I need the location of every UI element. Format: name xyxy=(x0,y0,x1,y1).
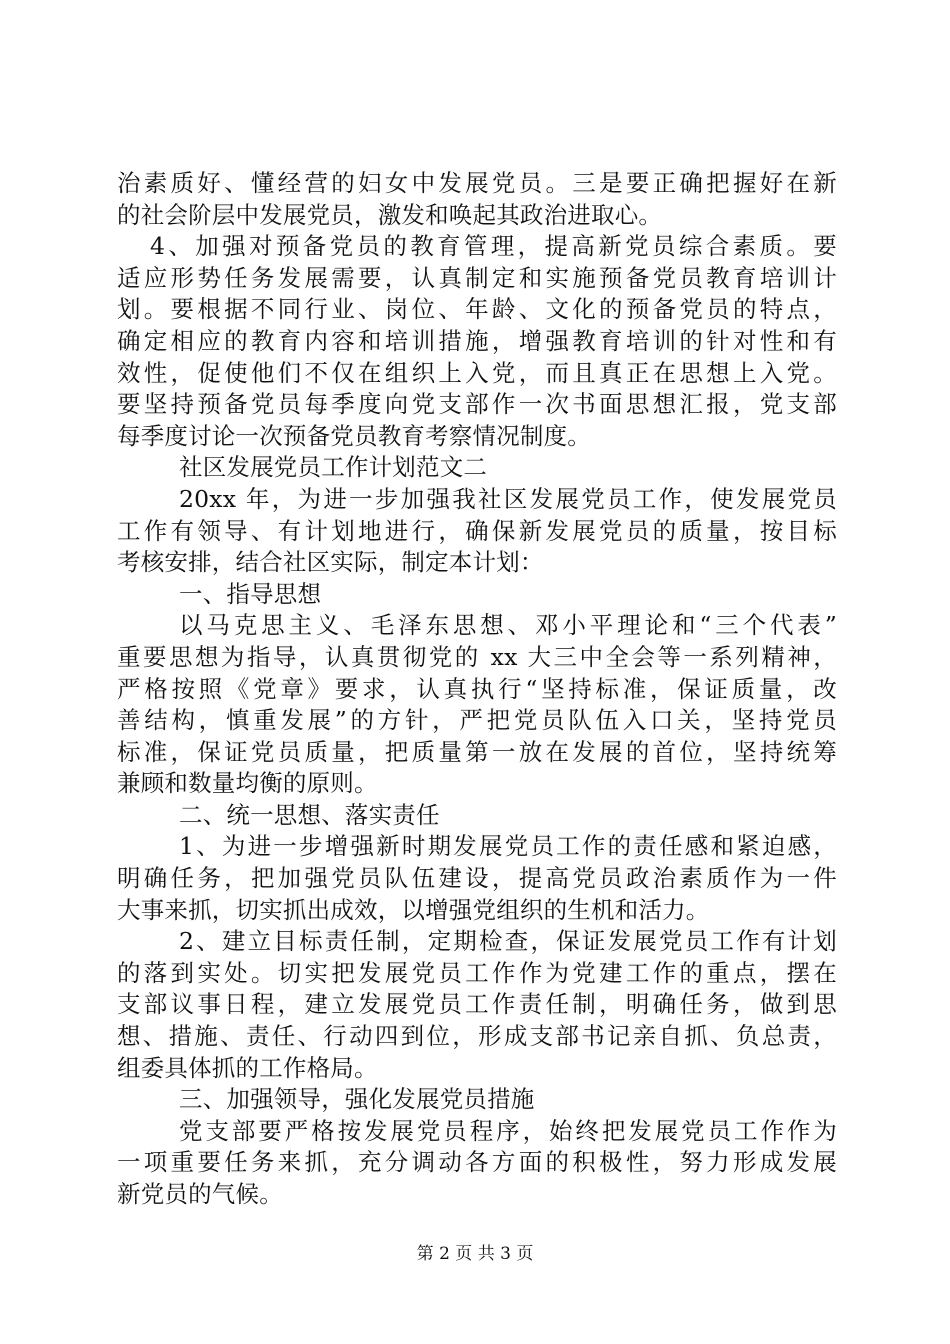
text-line: 2、建立目标责任制，定期检查，保证发展党员工作有计划 xyxy=(179,927,837,956)
text-line: 明确任务，把加强党员队伍建设，提高党员政治素质作为一件 xyxy=(117,864,837,893)
text-line: 要坚持预备党员每季度向党支部作一次书面思想汇报，党支部 xyxy=(117,390,837,419)
text-line: 确定相应的教育内容和培训措施，增强教育培训的针对性和有 xyxy=(117,326,837,355)
text-line: 大事来抓，切实抓出成效，以增强党组织的生机和活力。 xyxy=(117,895,710,924)
text-line: 20xx 年，为进一步加强我社区发展党员工作，使发展党员 xyxy=(179,484,837,513)
text-line: 每季度讨论一次预备党员教育考察情况制度。 xyxy=(117,421,591,450)
text-line: 考核安排，结合社区实际，制定本计划： xyxy=(117,548,544,577)
text-line: 工作有领导、有计划地进行，确保新发展党员的质量，按目标 xyxy=(117,516,837,545)
text-line: 1、为进一步增强新时期发展党员工作的责任感和紧迫感， xyxy=(179,832,837,861)
text-line: 想、措施、责任、行动四到位，形成支部书记亲自抓、负总责， xyxy=(117,1022,837,1051)
text-line: 划。要根据不同行业、岗位、年龄、文化的预备党员的特点， xyxy=(117,295,837,324)
text-line: 治素质好、懂经营的妇女中发展党员。三是要正确把握好在新 xyxy=(117,169,837,197)
section-heading: 一、指导思想 xyxy=(179,579,322,608)
text-line: 新党员的气候。 xyxy=(117,1180,283,1208)
section-heading: 社区发展党员工作计划范文二 xyxy=(179,453,488,482)
page-number-footer: 第 2 页 共 3 页 xyxy=(416,1244,534,1264)
text-line: 效性，促使他们不仅在组织上入党，而且真正在思想上入党。 xyxy=(117,358,837,387)
text-line: 的社会阶层中发展党员，激发和唤起其政治进取心。 xyxy=(117,200,663,229)
document-body xyxy=(117,168,837,1211)
text-line: 党支部要严格按发展党员程序，始终把发展党员工作作为 xyxy=(179,1116,837,1145)
text-line: 标准，保证党员质量，把质量第一放在发展的首位，坚持统筹 xyxy=(117,737,837,766)
section-heading: 三、加强领导，强化发展党员措施 xyxy=(179,1085,535,1114)
text-line: 组委具体抓的工作格局。 xyxy=(117,1053,378,1082)
text-line: 一项重要任务来抓，充分调动各方面的积极性，努力形成发展 xyxy=(117,1148,837,1177)
text-line: 兼顾和数量均衡的原则。 xyxy=(117,769,378,798)
text-line: 支部议事日程，建立发展党员工作责任制，明确任务，做到思 xyxy=(117,990,837,1019)
text-line: 善结构，慎重发展”的方针，严把党员队伍入口关，坚持党员 xyxy=(117,706,837,735)
text-line: 重要思想为指导，认真贯彻党的 xx 大三中全会等一系列精神， xyxy=(117,642,837,671)
text-line: 以马克思主义、毛泽东思想、邓小平理论和“三个代表” xyxy=(179,611,837,640)
text-line: 适应形势任务发展需要，认真制定和实施预备党员教育培训计 xyxy=(117,263,837,292)
text-line: 4、加强对预备党员的教育管理，提高新党员综合素质。要 xyxy=(150,232,837,261)
text-line: 的落到实处。切实把发展党员工作作为党建工作的重点，摆在 xyxy=(117,958,837,987)
text-line: 严格按照《党章》要求，认真执行“坚持标准，保证质量，改 xyxy=(117,674,837,703)
section-heading: 二、统一思想、落实责任 xyxy=(179,800,440,829)
